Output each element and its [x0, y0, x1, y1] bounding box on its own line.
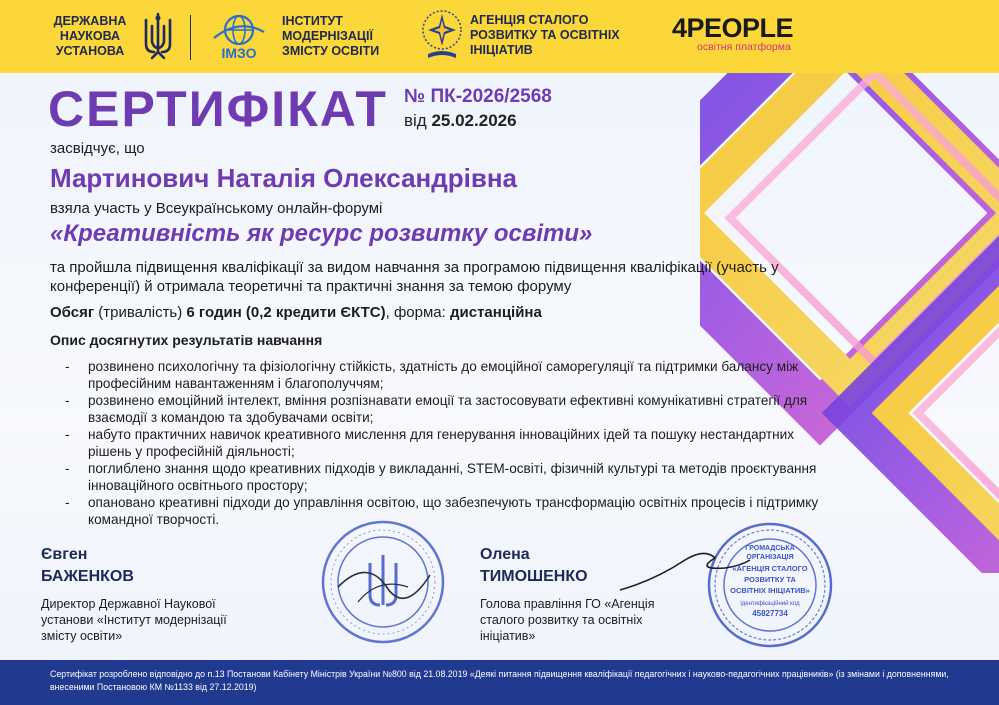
volume-line — [50, 304, 542, 321]
volume-mid: (тривалість) — [98, 304, 183, 321]
footer-legal-text: Сертифікат розроблено відповідно до п.13 Постанови Кабінету Міністрів України №800 від 21.08.2019 «Деякі питання підвищення кваліфікації педагогічних і науково-педагогічних працівників» (із змінами і доповненнями, внесеними Постановою КМ №1133 від 27.12.2019) — [50, 669, 949, 692]
results-heading: Опис досягнутих результатів навчання — [50, 332, 323, 348]
description-text: та пройшла підвищення кваліфікації за видом навчання за програмою підвищення кваліфікації (участь у конференції) й отримала теоретичні та практичні знання за темою форуму — [50, 259, 779, 295]
stamp-line: ідентифікаційний код — [740, 601, 800, 607]
certificate-title: СЕРТИФІКАТ — [48, 81, 388, 137]
signer1-last-name: БАЖЕНКОВ — [41, 568, 134, 585]
volume-value: 6 годин (0,2 кредити ЄКТС) — [186, 304, 386, 321]
stamp-line: ОРГАНІЗАЦІЯ — [746, 554, 794, 561]
institute-stamp — [318, 517, 448, 647]
signature-scribble — [615, 540, 755, 600]
certificate-date: 25.02.2026 — [431, 111, 517, 130]
stamp-line: ОСВІТНІХ ІНІЦІАТИВ» — [730, 586, 810, 595]
certificate-number: № ПК-2026/2568 — [404, 86, 552, 107]
result-text: поглиблено знання щодо креативних підходів у викладанні, STEM-освіті, фізичній культурі та методів проєктування інноваційного освітнього простору; — [88, 461, 817, 493]
signer1-role: Директор Державної Наукової установи «Інститут модернізації змісту освіти» — [41, 597, 227, 643]
stamp-line: ГРОМАДСЬКА — [745, 545, 795, 552]
list-item: - поглиблено знання щодо креативних підходів у викладанні, STEM-освіті, фізичній культурі та методів проєктування інноваційного освітнього простору; — [65, 461, 817, 493]
footer-bar — [0, 660, 999, 705]
certificate-date-line — [404, 111, 517, 131]
agency-label: АГЕНЦІЯ СТАЛОГО РОЗВИТКУ ТА ОСВІТНІХ ІНІЦІАТИВ — [470, 13, 620, 57]
header-divider — [190, 15, 191, 60]
header-bar — [0, 0, 999, 73]
recipient-name: Мартинович Наталія Олександрівна — [50, 163, 518, 193]
form-label: , форма: — [385, 304, 446, 321]
signer2-first-name: Олена — [480, 546, 530, 563]
volume-label: Обсяг — [50, 304, 95, 321]
certifies-text: засвідчує, що — [50, 140, 145, 157]
stamp-line: «АГЕНЦІЯ СТАЛОГО — [732, 564, 808, 573]
form-value: дистанційна — [449, 304, 542, 321]
list-item: - опановано креативні підходи до управління освітою, що забезпечують трансформацію освітніх процесів і підтримку командної творчості. — [65, 495, 819, 527]
gov-institution-label: ДЕРЖАВНА НАУКОВА УСТАНОВА — [53, 14, 127, 58]
forum-title: «Креативність як ресурс розвитку освіти» — [50, 220, 593, 247]
signer2-last-name: ТИМОШЕНКО — [480, 568, 588, 585]
result-text: набуто практичних навичок креативного мислення для генерування інноваційних ідей та пошуку нестандартних рішень у професійній діяльності; — [88, 427, 795, 459]
imzo-globe-logo — [208, 12, 270, 62]
agency-star-logo — [418, 6, 466, 66]
stamp-line: РОЗВИТКУ ТА — [744, 575, 796, 584]
results-list — [65, 358, 825, 528]
4people-logo-text: 4PEOPLE — [672, 13, 794, 43]
signer1-first-name: Євген — [41, 546, 88, 563]
imzo-abbr: ІМЗО — [221, 45, 257, 61]
4people-tagline: освітня платформа — [697, 41, 791, 53]
imzo-label: ІНСТИТУТ МОДЕРНІЗАЦІЇ ЗМІСТУ ОСВІТИ — [282, 14, 380, 58]
result-text: розвинено психологічну та фізіологічну стійкість, здатність до емоційної саморегуляції та підтримки балансу між професійним навантаженням і благополуччям; — [88, 359, 799, 391]
date-prefix: від — [404, 111, 427, 130]
stamp-line: 45827734 — [752, 609, 788, 618]
result-text: опановано креативні підходи до управління освітою, що забезпечують трансформацію освітніх процесів і підтримку командної творчості. — [88, 495, 819, 527]
4people-logo — [672, 13, 812, 53]
list-item: - розвинено психологічну та фізіологічну стійкість, здатність до емоційної саморегуляції та підтримки балансу між професійним навантаженням і благополуччям; — [65, 359, 799, 391]
signer2-role: Голова правління ГО «Агенція сталого розвитку та освітніх ініціатив» — [480, 597, 655, 643]
participation-text: взяла участь у Всеукраїнському онлайн-форумі — [50, 200, 383, 217]
list-item: - розвинено емоційний інтелект, вміння розпізнавати емоції та застосовувати ефективні комунікативні стратегії для взаємодії з командою та здобувачами освіти; — [65, 393, 808, 425]
list-item: - набуто практичних навичок креативного мислення для генерування інноваційних ідей та пошуку нестандартних рішень у професійній діяльності; — [65, 427, 795, 459]
result-text: розвинено емоційний інтелект, вміння розпізнавати емоції та застосовувати ефективні комунікативні стратегії для взаємодії з командою та здобувачами освіти; — [88, 393, 808, 425]
trident-icon — [142, 12, 174, 62]
